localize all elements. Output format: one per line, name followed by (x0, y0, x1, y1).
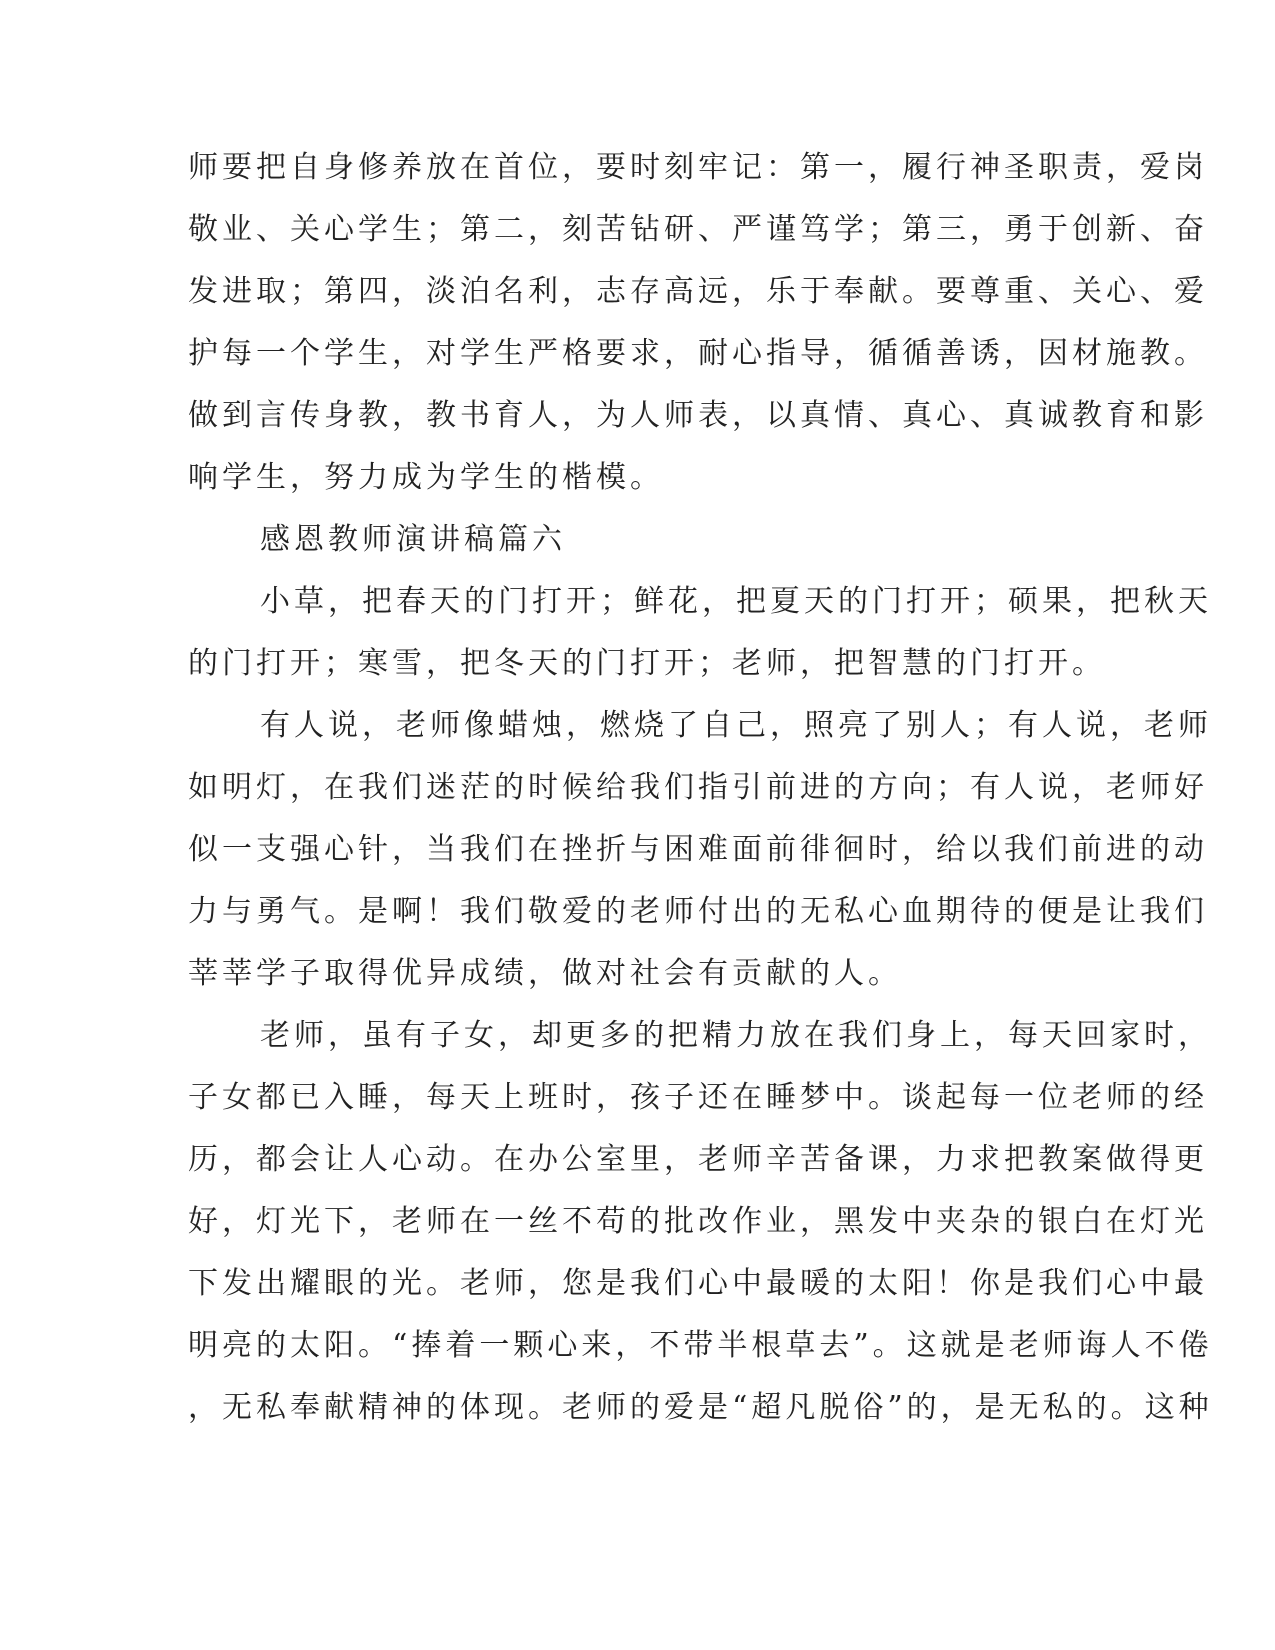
section-heading: 感恩教师演讲稿篇六 (260, 522, 566, 557)
text-line: 似一支强心针，当我们在挫折与困难面前徘徊时，给以我们前进的动 (188, 832, 1208, 867)
text-line: 力与勇气。是啊！我们敬爱的老师付出的无私心血期待的便是让我们 (188, 894, 1208, 929)
text-line: 师要把自身修养放在首位，要时刻牢记：第一，履行神圣职责，爱岗 (188, 150, 1208, 185)
text-line: 下发出耀眼的光。老师，您是我们心中最暖的太阳！你是我们心中最 (188, 1266, 1208, 1301)
text-line: 发进取；第四，淡泊名利，志存高远，乐于奉献。要尊重、关心、爱 (188, 274, 1208, 309)
document-body (188, 137, 1213, 1439)
text-line: 历，都会让人心动。在办公室里，老师辛苦备课，力求把教案做得更 (188, 1142, 1208, 1177)
text-line: 如明灯，在我们迷茫的时候给我们指引前进的方向；有人说，老师好 (188, 770, 1208, 805)
text-line: 敬业、关心学生；第二，刻苦钻研、严谨笃学；第三，勇于创新、奋 (188, 212, 1208, 247)
text-line: 护每一个学生，对学生严格要求，耐心指导，循循善诱，因材施教。 (188, 336, 1208, 371)
paragraph-start: 有人说，老师像蜡烛，燃烧了自己，照亮了别人；有人说，老师 (260, 708, 1212, 743)
paragraph-start: 小草，把春天的门打开；鲜花，把夏天的门打开；硕果，把秋天 (260, 584, 1212, 619)
text-line: 好，灯光下，老师在一丝不苟的批改作业，黑发中夹杂的银白在灯光 (188, 1204, 1208, 1239)
text-line: 的门打开；寒雪，把冬天的门打开；老师，把智慧的门打开。 (188, 646, 1106, 681)
text-line: ，无私奉献精神的体现。老师的爱是“超凡脱俗”的，是无私的。这种 (188, 1390, 1213, 1425)
text-line: 莘莘学子取得优异成绩，做对社会有贡献的人。 (188, 956, 902, 991)
text-line: 子女都已入睡，每天上班时，孩子还在睡梦中。谈起每一位老师的经 (188, 1080, 1208, 1115)
text-line: 做到言传身教，教书育人，为人师表，以真情、真心、真诚教育和影 (188, 398, 1208, 433)
paragraph-start: 老师，虽有子女，却更多的把精力放在我们身上，每天回家时， (260, 1018, 1212, 1053)
text-line: 明亮的太阳。“捧着一颗心来，不带半根草去”。这就是老师诲人不倦 (188, 1328, 1213, 1363)
text-line: 响学生，努力成为学生的楷模。 (188, 460, 664, 495)
